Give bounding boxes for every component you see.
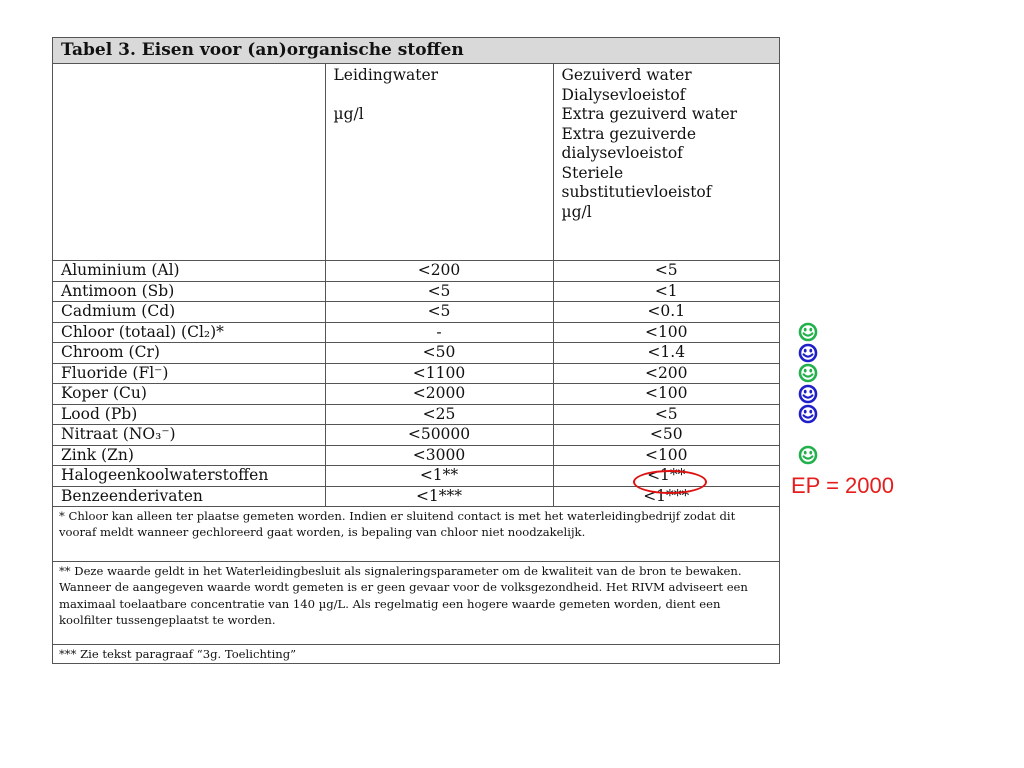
highlight-oval — [633, 470, 707, 494]
leidingwater-value: <50000 — [325, 425, 553, 446]
footnote-1: * Chloor kan alleen ter plaatse gemeten worden. Indien er sluitend contact is met het waterleidingbedrijf zodat dit vooraf meldt wanneer gechloreerd gaat worden, is bepaling van chloor niet noodzakelijk. — [59, 509, 736, 540]
table-row — [53, 261, 779, 282]
ep-annotation: EP = 2000 — [791, 473, 894, 498]
gezuiverd-value: <5 — [553, 404, 779, 425]
header-gezuiverd-line: dialysevloeistof — [561, 144, 683, 162]
substance-cell: Halogeenkoolwaterstoffen — [53, 466, 325, 487]
gezuiverd-value: <1 — [553, 281, 779, 302]
substance-cell: Benzeenderivaten — [53, 486, 325, 507]
substance-cell: Fluoride (Fl⁻) — [53, 363, 325, 384]
leidingwater-value: <25 — [325, 404, 553, 425]
table-row — [53, 404, 779, 425]
header-leidingwater-gap — [334, 86, 553, 106]
header-leidingwater-label: Leidingwater — [333, 66, 439, 84]
smiley-icon — [798, 343, 818, 363]
substance-cell: Antimoon (Sb) — [53, 281, 325, 302]
footnotes — [53, 507, 779, 663]
substance-cell: Cadmium (Cd) — [53, 302, 325, 323]
substance-cell: Zink (Zn) — [53, 445, 325, 466]
header-leidingwater — [325, 64, 553, 261]
gezuiverd-value: <100 — [553, 384, 779, 405]
table-header-row — [53, 64, 779, 261]
table-row — [53, 425, 779, 446]
header-gezuiverd-unit: µg/l — [561, 202, 592, 221]
gezuiverd-value: <100 — [553, 445, 779, 466]
gezuiverd-value: <50 — [553, 425, 779, 446]
gezuiverd-value: <200 — [553, 363, 779, 384]
smiley-icon — [798, 404, 818, 424]
leidingwater-value: <200 — [325, 261, 553, 282]
table-row — [53, 322, 779, 343]
leidingwater-value: <50 — [325, 343, 553, 364]
substance-cell: Aluminium (Al) — [53, 261, 325, 282]
smiley-icon — [798, 363, 818, 383]
gezuiverd-value: <1*** — [553, 486, 779, 507]
header-gezuiverd — [553, 64, 779, 261]
leidingwater-value: <1100 — [325, 363, 553, 384]
leidingwater-value: - — [325, 322, 553, 343]
header-substance — [53, 64, 325, 261]
leidingwater-value: <2000 — [325, 384, 553, 405]
gezuiverd-value: <0.1 — [553, 302, 779, 323]
requirements-table — [52, 37, 780, 664]
substance-cell: Chroom (Cr) — [53, 343, 325, 364]
header-gezuiverd-line: Steriele — [561, 163, 624, 182]
gezuiverd-value: <5 — [553, 261, 779, 282]
substance-cell: Lood (Pb) — [53, 404, 325, 425]
substances-table — [53, 64, 779, 507]
gezuiverd-value: <100 — [553, 322, 779, 343]
header-gezuiverd-line: substitutievloeistof — [561, 183, 712, 201]
substance-cell: Chloor (totaal) (Cl₂)* — [53, 322, 325, 343]
smiley-icon — [798, 445, 818, 465]
leidingwater-value: <3000 — [325, 445, 553, 466]
table-row — [53, 343, 779, 364]
leidingwater-value: <1*** — [325, 486, 553, 507]
footnote-3: *** Zie tekst paragraaf “3g. Toelichting” — [53, 644, 779, 663]
header-gezuiverd-line: Dialysevloeistof — [561, 85, 686, 104]
table-row — [53, 445, 779, 466]
header-gezuiverd-line: Extra gezuiverde — [561, 124, 696, 143]
substance-cell: Koper (Cu) — [53, 384, 325, 405]
table-row — [53, 302, 779, 323]
smiley-icon — [798, 322, 818, 342]
leidingwater-value: <1** — [325, 466, 553, 487]
table-row — [53, 384, 779, 405]
substance-cell: Nitraat (NO₃⁻) — [53, 425, 325, 446]
header-leidingwater-unit: µg/l — [333, 105, 364, 123]
table-row — [53, 363, 779, 384]
footnote-2: ** Deze waarde geldt in het Waterleidingbesluit als signaleringsparameter om de kwaliteit van de bron te bewaken. Wanneer de aangegeven waarde wordt gemeten is er geen gevaar voor de volksgezondheid. Het RIVM adviseert een maximaal toelaatbare concentratie van 140 µg/L. Als regelmatig een hogere waarde gemeten worden, dient een koolfilter tussengeplaatst te worden. — [53, 561, 779, 644]
table-title: Tabel 3. Eisen voor (an)organische stoffen — [53, 38, 779, 64]
smiley-icon — [798, 384, 818, 404]
gezuiverd-value: <1** — [553, 466, 779, 487]
leidingwater-value: <5 — [325, 302, 553, 323]
table-row — [53, 281, 779, 302]
header-gezuiverd-line: Extra gezuiverd water — [561, 105, 738, 123]
header-gezuiverd-line: Gezuiverd water — [561, 66, 692, 84]
gezuiverd-value: <1.4 — [553, 343, 779, 364]
leidingwater-value: <5 — [325, 281, 553, 302]
